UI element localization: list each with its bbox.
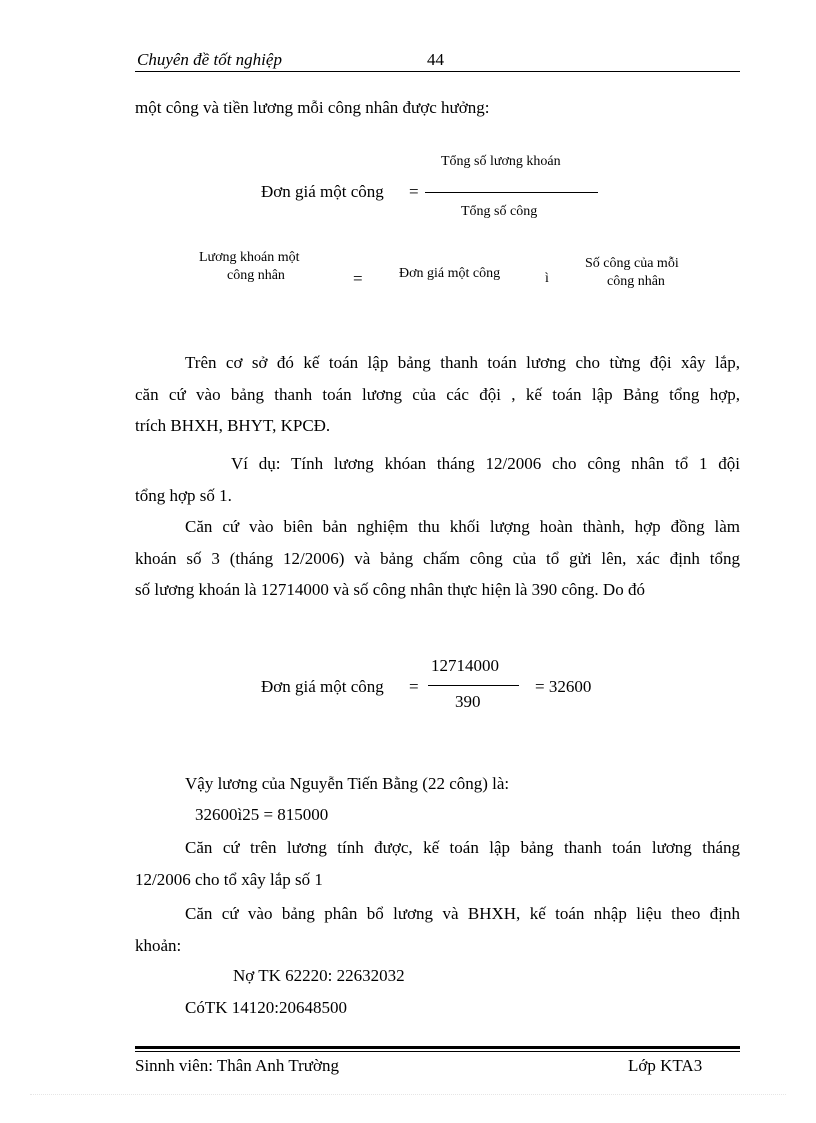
intro-line: một công và tiền lương mỗi công nhân được hưởng: — [135, 98, 490, 117]
paragraph-2 — [135, 511, 740, 606]
salary-line: Vậy lương của Nguyễn Tiến Bằng (22 công) là: — [185, 774, 510, 793]
formula2-lhs-line1: Lương khoán một — [199, 250, 300, 265]
formula3-denominator: 390 — [455, 692, 481, 711]
footer-student: Sinnh viên: Thân Anh Trường — [135, 1056, 339, 1075]
paragraph-2-line: số lương khoán là 12714000 và số công nhân thực hiện là 390 công. Do đó — [135, 580, 645, 599]
paragraph-1-line: Trên cơ sở đó kế toán lập bảng thanh toán lương cho từng đội xây lắp, — [185, 353, 740, 372]
formula3-result: = 32600 — [535, 677, 592, 696]
formula2-rhs-line1: Số công của mỗi — [585, 256, 679, 271]
page-number: 44 — [427, 50, 444, 69]
paragraph-3 — [135, 832, 740, 895]
formula2-times: ì — [545, 271, 549, 286]
example-line: tổng hợp số 1. — [135, 485, 232, 505]
paragraph-1-line: căn cứ vào bảng thanh toán lương của các đội , kế toán lập Bảng tổng hợp, — [135, 384, 740, 404]
footer-class: Lớp KTA3 — [628, 1056, 703, 1075]
header-title: Chuyên đề tốt nghiệp — [137, 50, 282, 69]
example-paragraph — [135, 448, 740, 511]
example-line: Ví dụ: Tính lương khóan tháng 12/2006 cho công nhân tổ 1 đội — [231, 454, 740, 473]
formula3-equals: = — [409, 677, 419, 696]
formula1-lhs: Đơn giá một công — [261, 182, 384, 201]
paragraph-2-line: Căn cứ vào biên bản nghiệm thu khối lượng hoàn thành, hợp đồng làm — [185, 517, 740, 536]
formula1-denominator: Tổng số công — [461, 204, 538, 219]
debit-entry: Nợ TK 62220: 22632032 — [233, 966, 405, 985]
formula3-fraction-bar — [428, 685, 519, 686]
paragraph-2-line: khoán số 3 (tháng 12/2006) và bảng chấm công của tổ gửi lên, xác định tổng — [135, 548, 740, 568]
paragraph-4-line: khoản: — [135, 935, 182, 955]
formula2-middle: Đơn giá một công — [399, 266, 501, 281]
paragraph-4-line: Căn cứ vào bảng phân bổ lương và BHXH, kế toán nhập liệu theo định — [185, 904, 740, 923]
footer-divider-thin — [135, 1051, 740, 1052]
formula2-lhs-line2: công nhân — [227, 268, 285, 283]
formula3-numerator: 12714000 — [431, 656, 499, 675]
paragraph-1-line: trích BHXH, BHYT, KPCĐ. — [135, 416, 331, 435]
formula3-lhs: Đơn giá một công — [261, 677, 384, 696]
footer-divider-thick — [135, 1046, 740, 1049]
paragraph-4 — [135, 898, 740, 961]
page-bottom-dotted-line — [30, 1094, 786, 1095]
paragraph-1 — [135, 347, 740, 442]
calculation-line: 32600ì25 = 815000 — [195, 805, 329, 824]
paragraph-3-line: 12/2006 cho tổ xây lắp số 1 — [135, 869, 323, 889]
formula2-equals: = — [353, 269, 363, 288]
formula1-equals: = — [409, 182, 419, 201]
formula1-numerator: Tổng số lương khoán — [441, 154, 561, 169]
formula1-fraction-bar — [425, 192, 598, 193]
paragraph-3-line: Căn cứ trên lương tính được, kế toán lập bảng thanh toán lương tháng — [185, 838, 740, 857]
formula2-rhs-line2: công nhân — [607, 274, 665, 289]
credit-entry: CóTK 14120:20648500 — [185, 998, 347, 1017]
header-divider — [135, 71, 740, 72]
